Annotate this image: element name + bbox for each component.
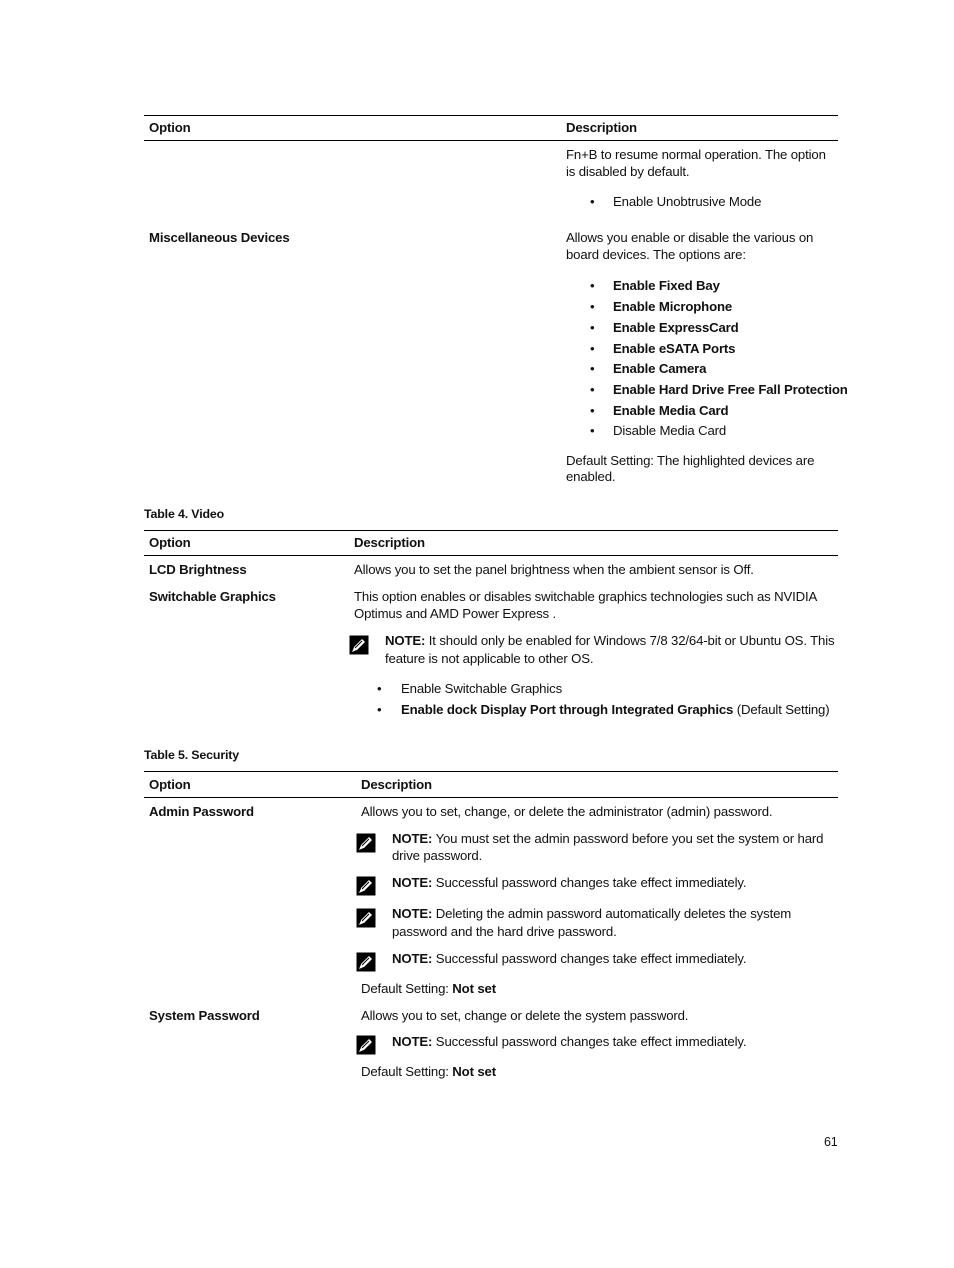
admin-note3-line1 xyxy=(392,905,791,922)
table3-top-rule xyxy=(144,115,838,116)
default-value: Not set xyxy=(452,1064,496,1079)
bullet-dot: • xyxy=(590,320,595,335)
bullet-dot: • xyxy=(590,403,595,418)
table5-caption: Table 5. Security xyxy=(144,748,240,762)
note-label: NOTE: xyxy=(392,1034,433,1049)
system-note-line1 xyxy=(392,1033,746,1050)
bullet-item: Enable Media Card xyxy=(613,403,729,418)
default-label: Default Setting: xyxy=(361,981,453,996)
table3-header-description: Description xyxy=(566,120,637,135)
note-label: NOTE: xyxy=(392,875,433,890)
system-default-setting xyxy=(361,1063,496,1080)
table4-header-description: Description xyxy=(354,535,425,550)
table3-continued-text-line1: Fn+B to resume normal operation. The option xyxy=(566,147,826,162)
note-pencil-icon xyxy=(356,876,376,896)
bullet-dot: • xyxy=(590,194,595,209)
misc-default-line2: enabled. xyxy=(566,469,616,484)
note-text: You must set the admin password before you set the system or hard xyxy=(435,831,824,846)
switchable-desc-line2: Optimus and AMD Power Express . xyxy=(354,606,557,621)
bullet-item: Enable Camera xyxy=(613,361,707,376)
admin-note2-line1 xyxy=(392,874,746,891)
note-pencil-icon xyxy=(356,833,376,853)
admin-note1-line1 xyxy=(392,830,823,847)
admin-note1-line2: drive password. xyxy=(392,848,483,863)
switchable-desc-line1: This option enables or disables switchable graphics technologies such as NVIDIA xyxy=(354,589,818,604)
note-text: Deleting the admin password automatically deletes the system xyxy=(435,906,792,921)
switchable-note-line1 xyxy=(385,632,834,649)
default-value: Not set xyxy=(452,981,496,996)
table4-caption: Table 4. Video xyxy=(144,507,225,521)
note-text: Successful password changes take effect immediately. xyxy=(435,1034,747,1049)
table5-header-rule xyxy=(144,797,838,798)
bullet-rest-text: (Default Setting) xyxy=(733,702,830,717)
admin-desc: Allows you to set, change, or delete the administrator (admin) password. xyxy=(361,804,773,819)
table4-header-rule xyxy=(144,555,838,556)
default-label: Default Setting: xyxy=(361,1064,453,1079)
note-pencil-icon xyxy=(356,1035,376,1055)
bullet-item: Enable eSATA Ports xyxy=(613,341,736,356)
row-option-admin-password: Admin Password xyxy=(149,804,254,819)
table3-continued-text-line2: is disabled by default. xyxy=(566,164,690,179)
lcd-desc: Allows you to set the panel brightness when the ambient sensor is Off. xyxy=(354,562,754,577)
misc-desc-line2: board devices. The options are: xyxy=(566,247,746,262)
system-desc: Allows you to set, change or delete the system password. xyxy=(361,1008,689,1023)
admin-default-setting xyxy=(361,980,496,997)
bullet-dot: • xyxy=(590,361,595,376)
bullet-dot: • xyxy=(590,299,595,314)
note-label: NOTE: xyxy=(385,633,426,648)
note-text: It should only be enabled for Windows 7/8 32/64-bit or Ubuntu OS. This xyxy=(428,633,835,648)
bullet-item: Enable Hard Drive Free Fall Protection xyxy=(613,382,848,397)
page-number: 61 xyxy=(824,1135,838,1149)
bullet-dot: • xyxy=(590,423,595,438)
note-pencil-icon xyxy=(356,908,376,928)
bullet-dot: • xyxy=(590,382,595,397)
row-option-misc-devices: Miscellaneous Devices xyxy=(149,230,290,245)
row-option-switchable-graphics: Switchable Graphics xyxy=(149,589,276,604)
table5-header-description: Description xyxy=(361,777,432,792)
misc-default-line1: Default Setting: The highlighted devices are xyxy=(566,453,815,468)
row-option-system-password: System Password xyxy=(149,1008,260,1023)
note-text: Successful password changes take effect immediately. xyxy=(435,875,747,890)
table5-top-rule xyxy=(144,771,838,772)
table4-header-option: Option xyxy=(149,535,191,550)
bullet-bold-text: Enable dock Display Port through Integrated Graphics xyxy=(401,702,734,717)
table4-top-rule xyxy=(144,530,838,531)
bullet-dot: • xyxy=(590,341,595,356)
admin-note3-line2: password and the hard drive password. xyxy=(392,924,617,939)
switchable-note-line2: feature is not applicable to other OS. xyxy=(385,651,594,666)
bullet-item: Enable Switchable Graphics xyxy=(401,681,563,696)
note-label: NOTE: xyxy=(392,951,433,966)
table3-header-rule xyxy=(144,140,838,141)
admin-note4-line1 xyxy=(392,950,746,967)
bullet-item: Enable ExpressCard xyxy=(613,320,739,335)
note-label: NOTE: xyxy=(392,831,433,846)
bullet-item: Enable Fixed Bay xyxy=(613,278,720,293)
bullet-dot: • xyxy=(377,702,382,717)
bullet-dot: • xyxy=(590,278,595,293)
note-pencil-icon xyxy=(356,952,376,972)
bullet-item: Enable Unobtrusive Mode xyxy=(613,194,762,209)
table5-header-option: Option xyxy=(149,777,191,792)
bullet-dot: • xyxy=(377,681,382,696)
bullet-item-dock-display xyxy=(401,701,829,718)
note-text: Successful password changes take effect immediately. xyxy=(435,951,747,966)
bullet-item: Enable Microphone xyxy=(613,299,733,314)
note-pencil-icon xyxy=(349,635,369,655)
table3-header-option: Option xyxy=(149,120,191,135)
row-option-lcd-brightness: LCD Brightness xyxy=(149,562,247,577)
misc-desc-line1: Allows you enable or disable the various on xyxy=(566,230,814,245)
note-label: NOTE: xyxy=(392,906,433,921)
bullet-item: Disable Media Card xyxy=(613,423,727,438)
